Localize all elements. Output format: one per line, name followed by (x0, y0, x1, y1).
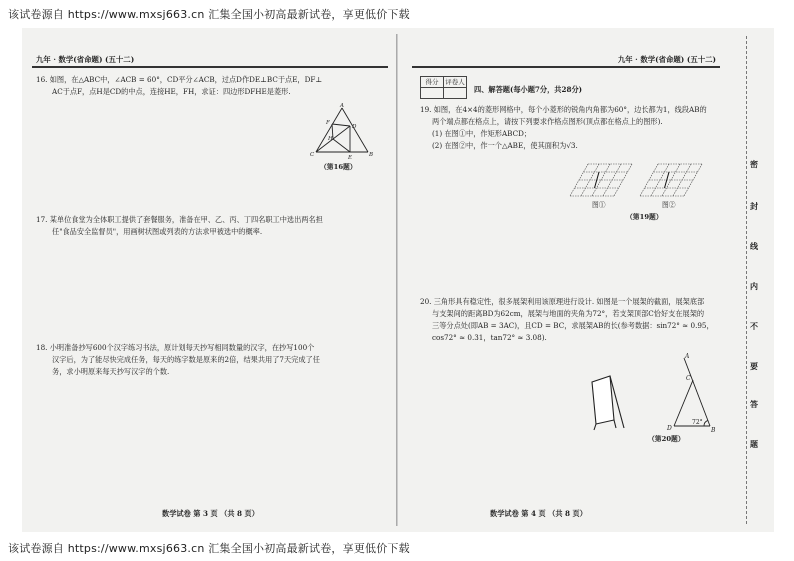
q18-line-3: 务，求小明原来每天抄写汉字的个数. (52, 367, 170, 376)
label-h: H (328, 136, 333, 142)
seal-char: 不 (750, 321, 758, 331)
edge-ac (316, 108, 342, 152)
q20-triangle-figure (652, 354, 722, 434)
fig2-label: 图② (662, 201, 676, 209)
score-table (420, 76, 467, 99)
q19-line-2: 两个端点都在格点上，请按下列要求作格点图形(顶点都在格点上的图形). (432, 117, 663, 126)
label-d: D (352, 124, 357, 130)
segment-he (333, 139, 350, 152)
seal-char: 线 (750, 241, 758, 251)
q16-figure (312, 104, 372, 160)
q18-line-2: 汉字后，为了能尽快完成任务，每天的练字数是原来的2倍，结果共用了7天完成了任 (52, 355, 320, 364)
label-f: F (326, 120, 330, 126)
q20-line-1: 20. 三角形具有稳定性，很多展架利用该原理进行设计. 如图是一个展架的截面，展架底部 (420, 297, 705, 306)
section-heading: 四、解答题(每小题7分，共28分) (474, 85, 583, 94)
page-header: 九年 · 数学(省命题) (五十二) (36, 55, 135, 64)
page-4 (404, 28, 720, 532)
header-rule (32, 66, 388, 68)
q20-line-3: 三等分点处(即AB = 3AC)，且CD = BC，求展架AB的长(参考数据：sin72° ≈ 0.95， (432, 321, 714, 330)
q19-grid-figure-2 (640, 162, 704, 198)
exam-sheet (22, 28, 774, 532)
angle-arc (704, 420, 708, 426)
watermark-bottom: 该试卷源自 https://www.mxsj663.cn 汇集全国小初高最新试卷，享更低价下载 (8, 542, 410, 555)
seal-char: 要 (750, 361, 758, 371)
label-b: B (711, 427, 716, 434)
grader-cell-label: 评卷人 (445, 78, 465, 86)
easel-drawing (586, 372, 636, 432)
label-c: C (686, 375, 691, 382)
q19-line-3: (1) 在图①中，作矩形ABCD； (432, 129, 532, 138)
q16-line-2: AC于点F，点H是CD的中点，连接HE，FH，求证：四边形DFHE是菱形. (52, 87, 291, 96)
angle-label: 72° (692, 419, 703, 426)
q18-line-1: 18. 小明准备抄写600个汉字练习书法，原计划每天抄写相同数量的汉字，在抄写100个 (36, 343, 315, 352)
seal-char: 封 (750, 201, 758, 211)
seal-char: 题 (750, 439, 758, 449)
q17-line-1: 17. 某单位食堂为全体职工提供了套餐服务，准备在甲、乙、丙、丁四名职工中选出两名担 (36, 215, 323, 224)
label-c: C (310, 152, 315, 158)
q20-caption: （第20题） (648, 435, 685, 443)
q19-grid-figure-1 (570, 162, 634, 198)
q20-line-2: 与支架间的距离BD为62cm，展架与地面的夹角为72°，若支架顶部C恰好支在展架的 (432, 309, 705, 318)
q19-line-1: 19. 如图，在4×4的菱形网格中，每个小菱形的锐角内角都为60°，边长都为1，线段AB的 (420, 105, 707, 114)
seal-char: 密 (750, 159, 758, 169)
score-cell-blank (421, 88, 444, 99)
segment-dc (674, 380, 693, 426)
easel-board (592, 376, 614, 424)
q20-line-4: cos72° ≈ 0.31，tan72° ≈ 3.08). (432, 333, 547, 342)
q16-line-1: 16. 如图，在△ABC中，∠ACB = 60°，CD平分∠ACB，过点D作DE⊥BC于点E，DF⊥ (36, 75, 323, 84)
seal-margin-strip (732, 28, 774, 532)
label-a: A (685, 353, 690, 360)
page-header: 九年 · 数学(省命题) (五十二) (617, 55, 716, 64)
label-d: D (667, 425, 672, 432)
seal-dashed-line (746, 36, 747, 524)
page-footer: 数学试卷 第 3 页 （共 8 页） (162, 509, 259, 518)
label-b: B (369, 152, 374, 158)
grader-cell-blank (444, 88, 467, 99)
segment-df (332, 124, 350, 126)
watermark-top: 该试卷源自 https://www.mxsj663.cn 汇集全国小初高最新试卷，享更低价下载 (8, 8, 410, 21)
label-e: E (348, 155, 353, 161)
seal-char: 答 (750, 399, 758, 409)
q19-line-4: (2) 在图②中，作一个△ABE，使其面积为√3. (432, 141, 578, 150)
header-rule (412, 66, 720, 68)
score-cell-label: 得分 (421, 77, 444, 88)
q19-caption: （第19题） (626, 213, 663, 221)
seal-char: 内 (750, 281, 758, 291)
q16-caption: （第16题） (320, 163, 357, 171)
label-a: A (340, 103, 344, 109)
page-3 (22, 28, 394, 532)
fig1-label: 图① (592, 201, 606, 209)
edge-ab (342, 108, 368, 152)
q17-line-2: 任"食品安全监督员"，用画树状图或列表的方法求甲被选中的概率. (52, 227, 263, 236)
page-footer: 数学试卷 第 4 页 （共 8 页） (490, 509, 587, 518)
page-seam (396, 34, 398, 526)
